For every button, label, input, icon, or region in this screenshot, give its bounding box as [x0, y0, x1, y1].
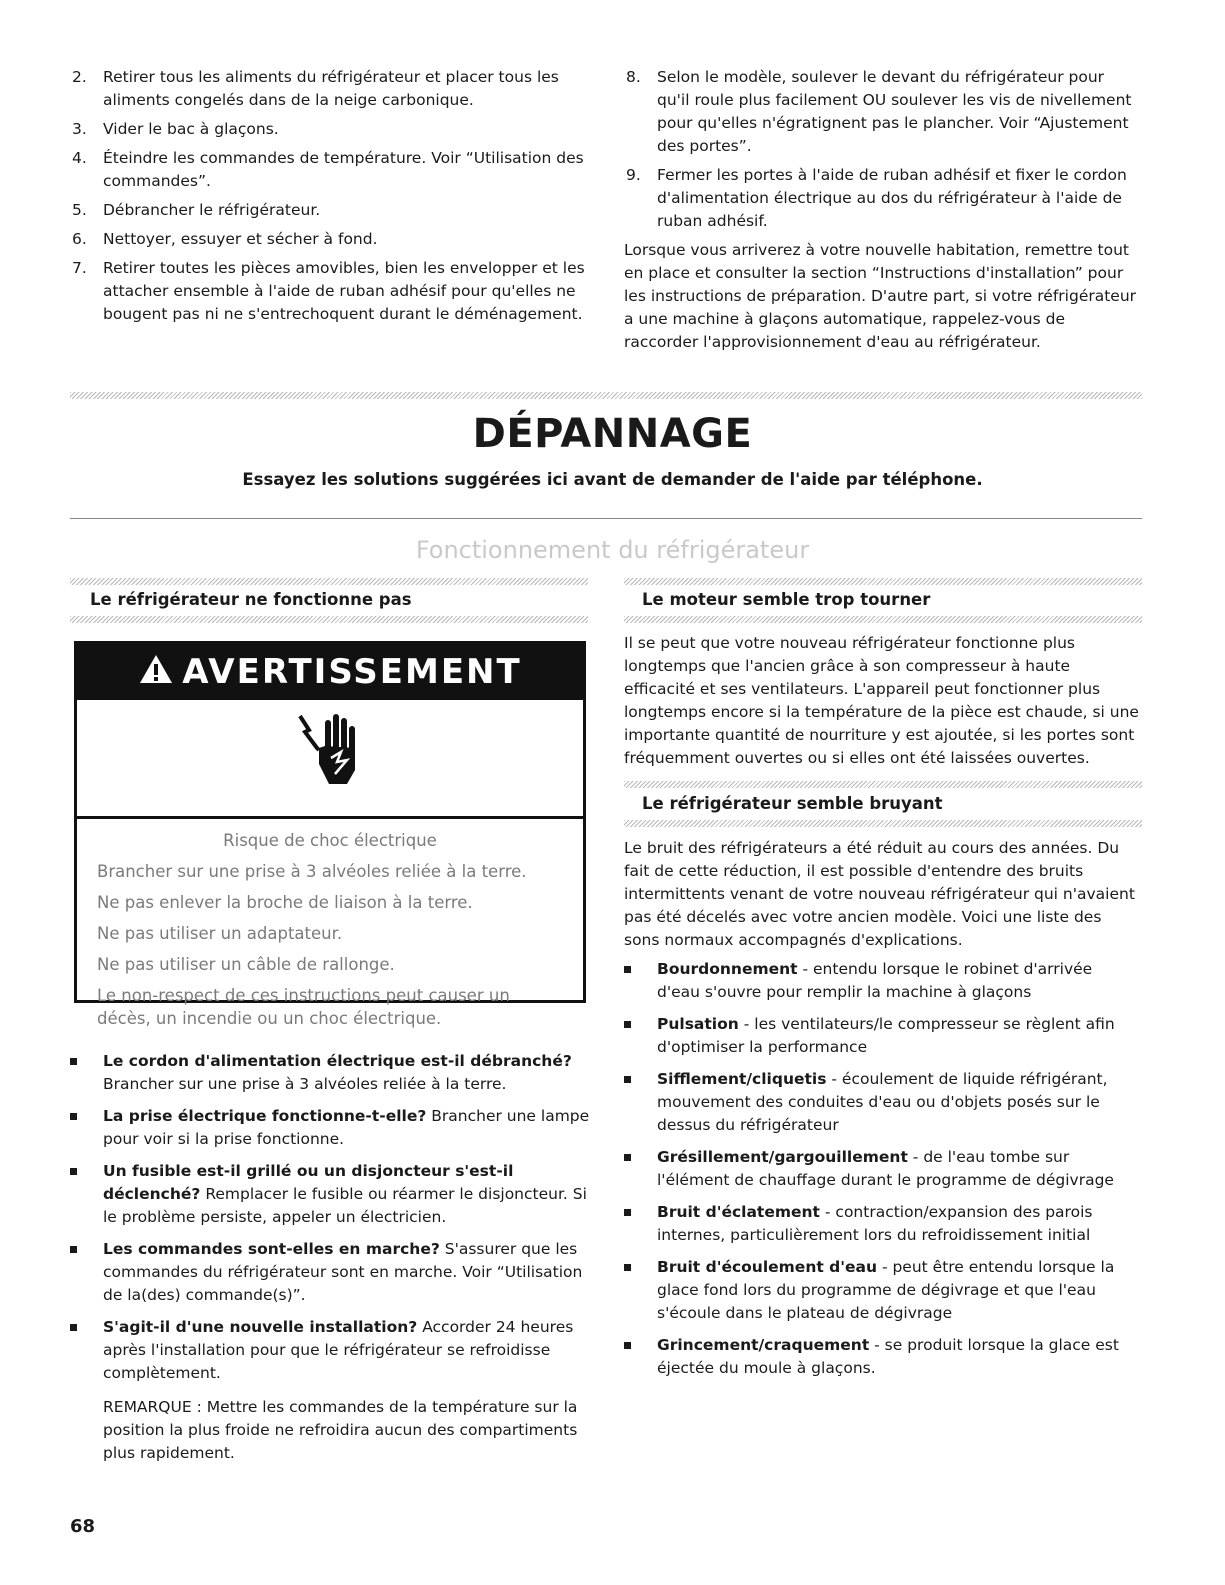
list-item: Pulsation - les ventilateurs/le compresseur se règlent afin d'optimiser la performance: [624, 1013, 1139, 1059]
bullet-square-icon: [624, 966, 631, 973]
list-item: Grincement/craquement - se produit lorsque la glace est éjectée du moule à glaçons.: [624, 1334, 1139, 1380]
remark-note: REMARQUE : Mettre les commandes de la température sur la position la plus froide ne refroidira aucun des compartiments plus rapidement.: [103, 1398, 578, 1462]
warning-triangle-icon: [138, 646, 174, 702]
list-item: Bourdonnement - entendu lorsque le robinet d'arrivée d'eau s'ouvre pour remplir la machine à glaçons: [624, 958, 1139, 1004]
moving-paragraph: Lorsque vous arriverez à votre nouvelle habitation, remettre tout en place et consulter la section “Instructions d'installation” pour les instructions de préparation. D'autre part, si votre réfrigérateur a une machine à glaçons automatique, rappelez-vous de raccorder l'approvisionnement d'eau au réfrigérateur.: [624, 241, 1137, 351]
hatched-divider: [70, 578, 588, 585]
bullet-square-icon: [70, 1246, 77, 1253]
hatched-divider: [624, 616, 1142, 623]
list-item: Les commandes sont-elles en marche? S'assurer que les commandes du réfrigérateur sont en marche. Voir “Utilisation de la(des) commande(s)”.: [70, 1238, 590, 1307]
page-subtitle: Essayez les solutions suggérées ici avant de demander de l'aide par téléphone.: [242, 470, 983, 489]
list-item: La prise électrique fonctionne-t-elle? Brancher une lampe pour voir si la prise fonctionne.: [70, 1105, 590, 1151]
warning-line: Le non-respect de ces instructions peut causer un décès, un incendie ou un choc électrique.: [97, 986, 510, 1028]
bullet-square-icon: [70, 1324, 77, 1331]
page-title: DÉPANNAGE: [472, 411, 753, 457]
hatched-divider: [70, 616, 588, 623]
left-heading: Le réfrigérateur ne fonctionne pas: [90, 590, 412, 609]
bullet-square-icon: [624, 1154, 631, 1161]
list-item: Bruit d'éclatement - contraction/expansion des parois internes, particulièrement lors du refroidissement initial: [624, 1201, 1139, 1247]
list-item: Bruit d'écoulement d'eau - peut être entendu lorsque la glace fond lors du programme de dégivrage et que l'eau s'écoule dans le plateau de dégivrage: [624, 1256, 1139, 1325]
bullet-square-icon: [624, 1264, 631, 1271]
right-steps-list: [624, 66, 1139, 233]
left-bullet-list: [70, 1050, 590, 1394]
step-item: 5. Débrancher le réfrigérateur.: [72, 201, 321, 219]
warning-line: Ne pas utiliser un câble de rallonge.: [97, 955, 395, 974]
warning-line: Brancher sur une prise à 3 alvéoles reliée à la terre.: [97, 862, 527, 881]
list-item: Sifflement/cliquetis - écoulement de liquide réfrigérant, mouvement des conduites d'eau ou d'objets posés sur le dessus du réfrigérateur: [624, 1068, 1139, 1137]
bullet-square-icon: [624, 1209, 631, 1216]
step-item: 3. Vider le bac à glaçons.: [72, 120, 279, 138]
bullet-square-icon: [70, 1058, 77, 1065]
warning-heading: Risque de choc électrique: [223, 831, 437, 850]
noise-bullet-list: [624, 958, 1139, 1389]
warning-line: Ne pas enlever la broche de liaison à la terre.: [97, 893, 473, 912]
right-heading-motor: Le moteur semble trop tourner: [642, 590, 931, 609]
bullet-square-icon: [624, 1342, 631, 1349]
motor-paragraph: Il se peut que votre nouveau réfrigérateur fonctionne plus longtemps que l'ancien grâce à son compresseur à haute efficacité et ses ventilateurs. L'appareil peut fonctionner plus longtemps encore si la température de la pièce est chaude, si une importante quantité de nourriture y est ajoutée, si les portes sont fréquemment ouvertes ou si elles ont été laissées ouvertes.: [624, 634, 1139, 767]
warning-banner: [77, 644, 583, 700]
step-item: 6. Nettoyer, essuyer et sécher à fond.: [72, 230, 378, 248]
bullet-square-icon: [70, 1168, 77, 1175]
warning-text: [77, 819, 583, 1030]
step-item: 7. Retirer toutes les pièces amovibles, bien les envelopper et les attacher ensemble à l'aide de ruban adhésif pour qu'elles ne bougent pas ni ne s'entrechoquent durant le déménagement.: [72, 259, 585, 323]
bullet-square-icon: [624, 1021, 631, 1028]
warning-icon-area: [77, 700, 583, 819]
warning-banner-label: AVERTISSEMENT: [182, 652, 522, 692]
noise-paragraph: Le bruit des réfrigérateurs a été réduit au cours des années. Du fait de cette réduction, il est possible d'entendre des bruits intermittents venant de votre nouveau réfrigérateur qui n'avaient pas été décelés avec votre ancien modèle. Voici une liste des sons normaux accompagnés d'explications.: [624, 839, 1135, 949]
section-title: Fonctionnement du réfrigérateur: [415, 536, 810, 564]
left-steps-list: [70, 66, 590, 326]
list-item: S'agit-il d'une nouvelle installation? Accorder 24 heures après l'installation pour que le réfrigérateur se refroidisse complètement.: [70, 1316, 590, 1385]
bullet-square-icon: [624, 1076, 631, 1083]
hatched-divider: [624, 578, 1142, 585]
step-item: 8. Selon le modèle, soulever le devant du réfrigérateur pour qu'il roule plus facilement OU soulever les vis de nivellement pour qu'elles n'égratignent pas le plancher. Voir “Ajustement des portes”.: [626, 68, 1132, 155]
warning-box: [74, 641, 586, 1028]
page-number: 68: [70, 1516, 96, 1537]
bullet-square-icon: [70, 1113, 77, 1120]
step-item: 9. Fermer les portes à l'aide de ruban adhésif et fixer le cordon d'alimentation électrique au dos du réfrigérateur à l'aide de ruban adhésif.: [626, 166, 1127, 230]
hatched-divider: [70, 392, 1142, 399]
step-item: 4. Éteindre les commandes de température. Voir “Utilisation des commandes”.: [72, 149, 584, 190]
rule-divider: [70, 518, 1142, 519]
hatched-divider: [624, 781, 1142, 788]
right-heading-noise: Le réfrigérateur semble bruyant: [642, 794, 943, 813]
right-steps-column: [624, 66, 1139, 354]
step-item: 2. Retirer tous les aliments du réfrigérateur et placer tous les aliments congelés dans de la neige carbonique.: [72, 68, 559, 109]
hatched-divider: [624, 820, 1142, 827]
list-item: Le cordon d'alimentation électrique est-il débranché? Brancher sur une prise à 3 alvéoles reliée à la terre.: [70, 1050, 590, 1096]
left-steps-column: [70, 66, 590, 332]
warning-line: Ne pas utiliser un adaptateur.: [97, 924, 343, 943]
list-item: Un fusible est-il grillé ou un disjoncteur s'est-il déclenché? Remplacer le fusible ou réarmer le disjoncteur. Si le problème persiste, appeler un électricien.: [70, 1160, 590, 1229]
electric-shock-hand-icon: [295, 708, 365, 798]
list-item: Grésillement/gargouillement - de l'eau tombe sur l'élément de chauffage durant le programme de dégivrage: [624, 1146, 1139, 1192]
